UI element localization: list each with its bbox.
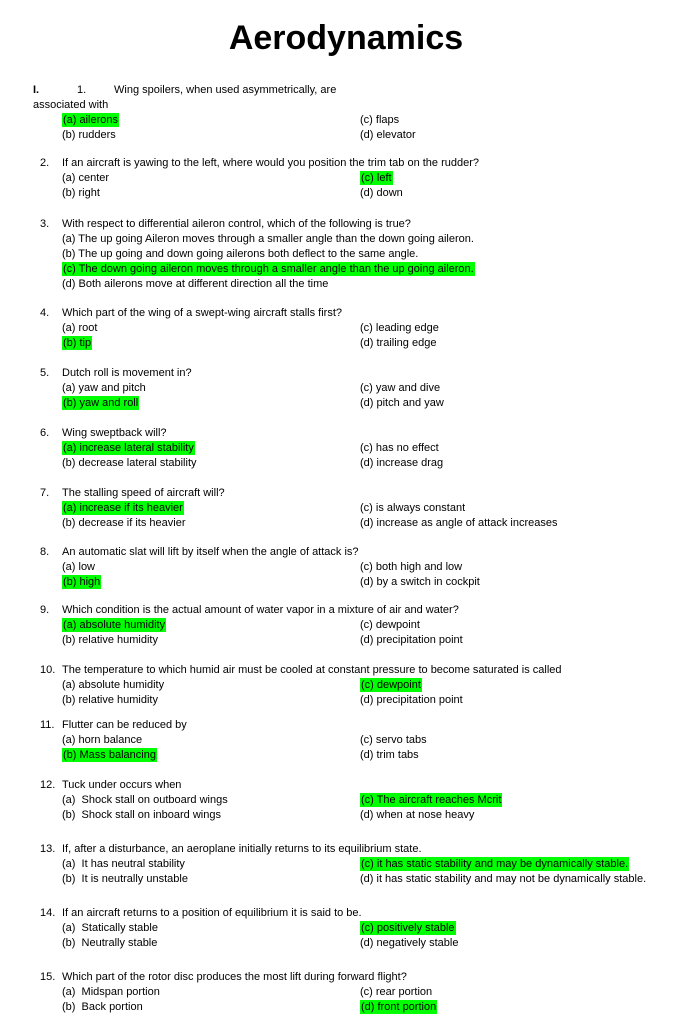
option-c [62,262,692,277]
option-label: (c) leading edge [360,322,439,334]
option-label: (a) The up going Aileron moves through a smaller angle than the down going aileron. [62,233,474,245]
option-a [62,618,360,633]
question-7 [0,486,692,531]
question-text: Dutch roll is movement in? [62,367,192,379]
option-b [62,872,360,887]
option-a [62,321,360,336]
question-text: Wing sweptback will? [62,427,167,439]
option-label: (a) center [62,172,110,184]
question-text: With respect to differential aileron control, which of the following is true? [62,218,411,230]
options [0,678,692,708]
question-11 [0,718,692,763]
option-a [62,985,360,1000]
option-d [360,575,692,590]
option-label: (b) decrease lateral stability [62,457,197,469]
option-c [360,501,692,516]
option-label: (d) negatively stable [360,937,459,949]
option-d [360,516,692,531]
option-d [360,936,692,951]
question-number: 4. [40,307,50,319]
option-d [360,396,692,411]
option-label: (a) yaw and pitch [62,382,146,394]
answer-highlight: (c) The down going aileron moves through a smaller angle than the up going aileron. [63,263,474,275]
option-label: (d) increase drag [360,457,444,469]
option-c [360,618,692,633]
question-number: 15. [40,971,56,983]
option-c [360,321,692,336]
options [0,113,692,143]
question-number: 8. [40,546,50,558]
option-a [62,232,692,247]
question-text: Wing spoilers, when used asymmetrically, are [114,84,337,96]
option-d [360,872,692,887]
question-line [0,842,692,857]
option-label: (d) trim tabs [360,749,419,761]
option-label: (c) yaw and dive [360,382,441,394]
answer-highlight: (a) absolute humidity [63,619,166,631]
option-label: (c) dewpoint [360,619,420,631]
option-d [360,808,692,823]
option-b [62,516,360,531]
option-b [62,247,692,262]
answer-highlight: (d) front portion [361,1001,437,1013]
option-label: (d) precipitation point [360,694,463,706]
question-number: 1. [77,84,87,96]
question-text: If, after a disturbance, an aeroplane initially returns to its equilibrium state. [62,843,422,855]
option-b [62,748,360,763]
question-line [0,663,692,678]
option-label: (a) absolute humidity [62,679,165,691]
option-d [360,748,692,763]
option-c [360,678,692,693]
option-label: (b) Shock stall on inboard wings [62,809,221,821]
question-line [0,156,692,171]
option-c [360,381,692,396]
question-line [0,366,692,381]
option-b [62,633,360,648]
answer-highlight: (b) yaw and roll [63,397,139,409]
option-a [62,921,360,936]
option-label: (b) right [62,187,100,199]
option-d [360,128,692,143]
options [0,232,692,292]
question-number: 14. [40,907,56,919]
option-a [62,171,360,186]
option-b [62,693,360,708]
option-label: (b) The up going and down going ailerons both deflect to the same angle. [62,248,419,260]
option-label: (a) root [62,322,98,334]
option-a [62,501,360,516]
option-b [62,1000,360,1015]
option-label: (c) rear portion [360,986,433,998]
question-number: 3. [40,218,50,230]
option-label: (c) servo tabs [360,734,427,746]
question-14 [0,906,692,951]
question-line [0,426,692,441]
option-label: (a) It has neutral stability [62,858,185,870]
option-label: (b) relative humidity [62,634,158,646]
option-label: (b) decrease if its heavier [62,517,186,529]
option-label: (d) by a switch in cockpit [360,576,480,588]
option-label: (c) both high and low [360,561,463,573]
answer-highlight: (a) increase lateral stability [63,442,194,454]
option-a [62,678,360,693]
option-c [360,113,692,128]
option-c [360,857,692,872]
option-label: (b) relative humidity [62,694,158,706]
question-3 [0,217,692,292]
question-2 [0,156,692,201]
question-line [0,306,692,321]
option-b [62,575,360,590]
answer-highlight: (c) positively stable [361,922,455,934]
question-line [0,718,692,733]
option-label: (b) It is neutrally unstable [62,873,188,885]
options [0,501,692,531]
question-1 [0,83,692,143]
option-label: (c) has no effect [360,442,439,454]
option-c [360,171,692,186]
option-c [360,921,692,936]
options [0,441,692,471]
question-number: 12. [40,779,56,791]
option-b [62,396,360,411]
option-b [62,456,360,471]
question-text: Which part of the wing of a swept-wing aircraft stalls first? [62,307,342,319]
answer-highlight: (c) The aircraft reaches Mcrit [361,794,502,806]
question-number: 7. [40,487,50,499]
option-label: (d) pitch and yaw [360,397,444,409]
question-line [0,906,692,921]
answer-highlight: (c) it has static stability and may be dynamically stable. [361,858,629,870]
question-text: An automatic slat will lift by itself when the angle of attack is? [62,546,359,558]
option-c [360,733,692,748]
option-label: (c) is always constant [360,502,466,514]
question-text: Tuck under occurs when [62,779,182,791]
question-text: If an aircraft is yawing to the left, where would you position the trim tab on the rudder? [62,157,480,169]
option-label: (b) rudders [62,129,116,141]
option-a [62,793,360,808]
answer-highlight: (a) ailerons [63,114,119,126]
option-label: (b) Neutrally stable [62,937,158,949]
question-15 [0,970,692,1015]
options [0,985,692,1015]
question-4 [0,306,692,351]
question-8 [0,545,692,590]
option-d [360,693,692,708]
option-label: (c) flaps [360,114,400,126]
question-text: The stalling speed of aircraft will? [62,487,225,499]
option-a [62,441,360,456]
options [0,618,692,648]
options [0,733,692,763]
option-label: (d) down [360,187,403,199]
option-label: (d) it has static stability and may not be dynamically stable. [360,873,647,885]
question-5 [0,366,692,411]
question-number: 9. [40,604,50,616]
answer-highlight: (b) tip [63,337,92,349]
question-12 [0,778,692,823]
option-label: (d) when at nose heavy [360,809,475,821]
question-text: Which condition is the actual amount of water vapor in a mixture of air and water? [62,604,459,616]
option-label: (a) Midspan portion [62,986,160,998]
option-c [360,985,692,1000]
question-number: 6. [40,427,50,439]
option-d [360,186,692,201]
page-title: Aerodynamics [228,19,464,57]
answer-highlight: (a) increase if its heavier [63,502,183,514]
question-6 [0,426,692,471]
option-b [62,936,360,951]
option-label: (d) precipitation point [360,634,463,646]
options [0,381,692,411]
option-label: (a) Shock stall on outboard wings [62,794,228,806]
question-9 [0,603,692,648]
option-a [62,381,360,396]
question-line [0,83,692,98]
section-numeral: I. [33,84,40,96]
answer-highlight: (b) high [63,576,101,588]
question-text: The temperature to which humid air must be cooled at constant pressure to become saturated is called [62,664,562,676]
question-line [0,603,692,618]
question-text: Flutter can be reduced by [62,719,187,731]
question-13 [0,842,692,887]
option-b [62,808,360,823]
question-text-continued: associated with [33,99,109,111]
options [0,857,692,887]
question-number: 5. [40,367,50,379]
option-b [62,336,360,351]
option-label: (a) low [62,561,96,573]
question-line [0,217,692,232]
option-a [62,857,360,872]
option-label: (d) elevator [360,129,416,141]
question-line [0,486,692,501]
options [0,921,692,951]
options [0,321,692,351]
answer-highlight: (b) Mass balancing [63,749,156,761]
option-d [360,456,692,471]
question-number: 11. [40,719,55,731]
question-text: If an aircraft returns to a position of equilibrium it is said to be. [62,907,362,919]
question-number: 2. [40,157,50,169]
option-b [62,128,360,143]
options [0,560,692,590]
option-d [360,633,692,648]
option-a [62,733,360,748]
option-d [360,336,692,351]
option-c [360,793,692,808]
question-10 [0,663,692,708]
option-d [62,277,692,292]
question-line [0,778,692,793]
option-label: (d) trailing edge [360,337,437,349]
option-label: (a) Statically stable [62,922,158,934]
option-c [360,441,692,456]
option-c [360,560,692,575]
question-text: Which part of the rotor disc produces the most lift during forward flight? [62,971,407,983]
answer-highlight: (c) dewpoint [361,679,421,691]
options [0,793,692,823]
option-label: (d) Both ailerons move at different direction all the time [62,278,329,290]
question-number: 10. [40,664,56,676]
option-label: (d) increase as angle of attack increases [360,517,558,529]
option-label: (a) horn balance [62,734,143,746]
options [0,171,692,201]
option-label: (b) Back portion [62,1001,143,1013]
answer-highlight: (c) left [361,172,392,184]
question-line [0,545,692,560]
option-a [62,113,360,128]
question-number: 13. [40,843,56,855]
option-a [62,560,360,575]
option-d [360,1000,692,1015]
question-line [0,970,692,985]
option-b [62,186,360,201]
